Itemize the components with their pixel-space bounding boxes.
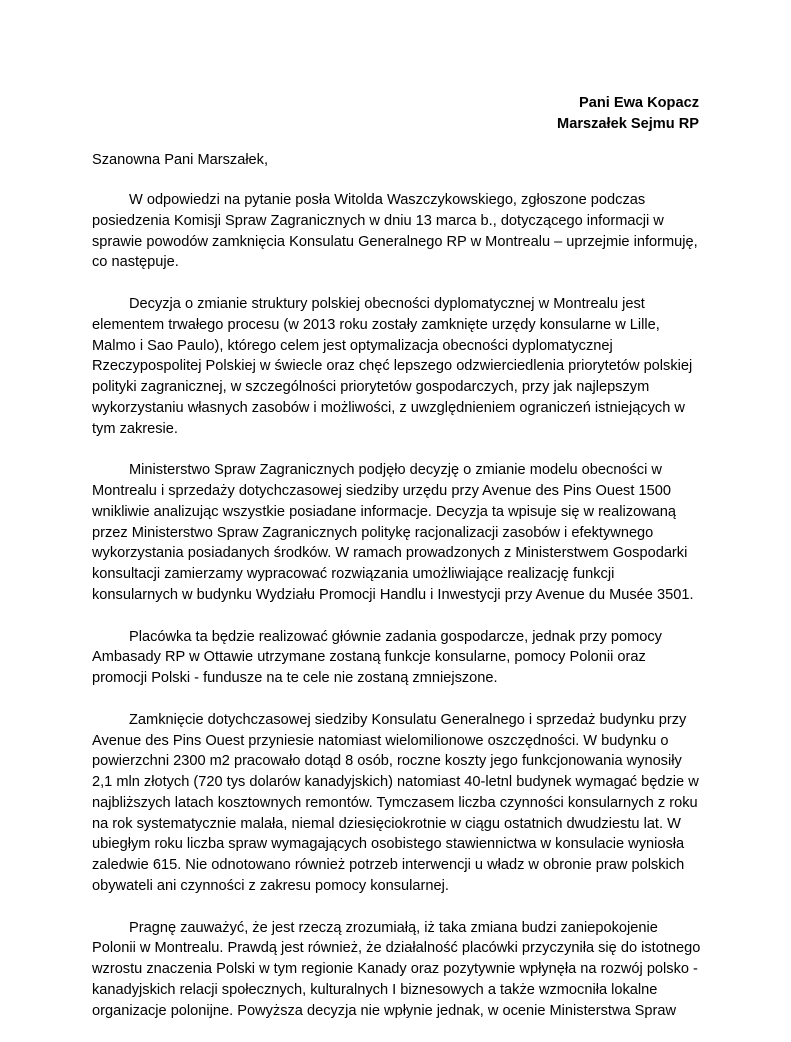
paragraph-2: Decyzja o zmianie struktury polskiej obecności dyplomatycznej w Montrealu jest elementem trwałego procesu (w 2013 roku zostały zamknięte urzędy konsularne w Lille, Malmo i Sao Paulo), którego celem jest optymalizacja obecności dyplomatycznej Rzeczypospolitej Polskiej w świecle oraz chęć lepszego odzwierciedlenia priorytetów polskiej polityki zagranicznej, w szczególności priorytetów gospodarczych, przy jak najlepszym wykorzystaniu własnych zasobów i możliwości, z uwzględnieniem ograniczeń istniejących w tym zakresie. (92, 296, 693, 437)
addressee-title: Marszałek Sejmu RP (557, 116, 699, 132)
letter-body (92, 190, 702, 1042)
paragraph-4: Placówka ta będzie realizować głównie zadania gospodarcze, jednak przy pomocy Ambasady RP w Ottawie utrzymane zostaną funkcje konsularne, pomocy Polonii oraz promocji Polski - fundusze na te cele nie zostaną zmniejszone. (92, 628, 662, 686)
addressee-name: Pani Ewa Kopacz (578, 95, 699, 111)
salutation: Szanowna Pani Marszałek, (92, 152, 269, 168)
paragraph-6: Pragnę zauważyć, że jest rzeczą zrozumiałą, iż taka zmiana budzi zaniepokojenie Polonii w Montrealu. Prawdą jest również, że działalność placówki przyczyniła się do istotnego wzrostu znaczenia Polski w tym regionie Kanady oraz pozytywnie wpłynęła na rozwój polsko - kanadyjskich relacji społecznych, kulturalnych I biznesowych a także wzmocniła lokalne organizacje polonijne. Powyższa decyzja nie wpłynie jednak, w ocenie Ministerstwa Spraw (92, 919, 701, 1019)
paragraph-5: Zamknięcie dotychczasowej siedziby Konsulatu Generalnego i sprzedaż budynku przy Avenue des Pins Ouest przyniesie natomiast wielomilionowe oszczędności. W budynku o powierzchni 2300 m2 pracowało dotąd 8 osób, roczne koszty jego funkcjonowania wynosiły 2,1 mln złotych (720 tys dolarów kanadyjskich) natomiast 40-letnl budynek wymagać będzie w najbliższych latach kosztownych remontów. Tymczasem liczba czynności konsularnych z roku na rok systematycznie malała, niemal dziesięciokrotnie w ciągu ostatnich dwudziestu lat. W ubiegłym roku liczba spraw wymagających osobistego stawiennictwa w konsulacie wyniosła zaledwie 615. Nie odnotowano również potrzeb interwencji u władz w obronie praw polskich obywateli ani czynności z zakresu pomocy konsularnej. (92, 711, 699, 894)
addressee-block (557, 93, 699, 135)
paragraph-1: W odpowiedzi na pytanie posła Witolda Waszczykowskiego, zgłoszone podczas posiedzenia Komisji Spraw Zagranicznych w dniu 13 marca b., dotyczącego informacji w sprawie powodów zamknięcia Konsulatu Generalnego RP w Montrealu – uprzejmie informuję, co następuje. (92, 192, 698, 271)
paragraph-3: Ministerstwo Spraw Zagranicznych podjęło decyzję o zmianie modelu obecności w Montrealu i sprzedaży dotychczasowej siedziby urzędu przy Avenue des Pins Ouest 1500 wnikliwie analizując wszystkie posiadane informacje. Decyzja ta wpisuje się w realizowaną przez Ministerstwo Spraw Zagranicznych politykę racjonalizacji zasobów i efektywnego wykorzystania posiadanych środków. W ramach prowadzonych z Ministerstwem Gospodarki konsultacji zamierzamy wypracować rozwiązania umożliwiające realizację funkcji konsularnych w budynku Wydziału Promocji Handlu i Inwestycji przy Avenue du Musée 3501. (92, 462, 694, 603)
